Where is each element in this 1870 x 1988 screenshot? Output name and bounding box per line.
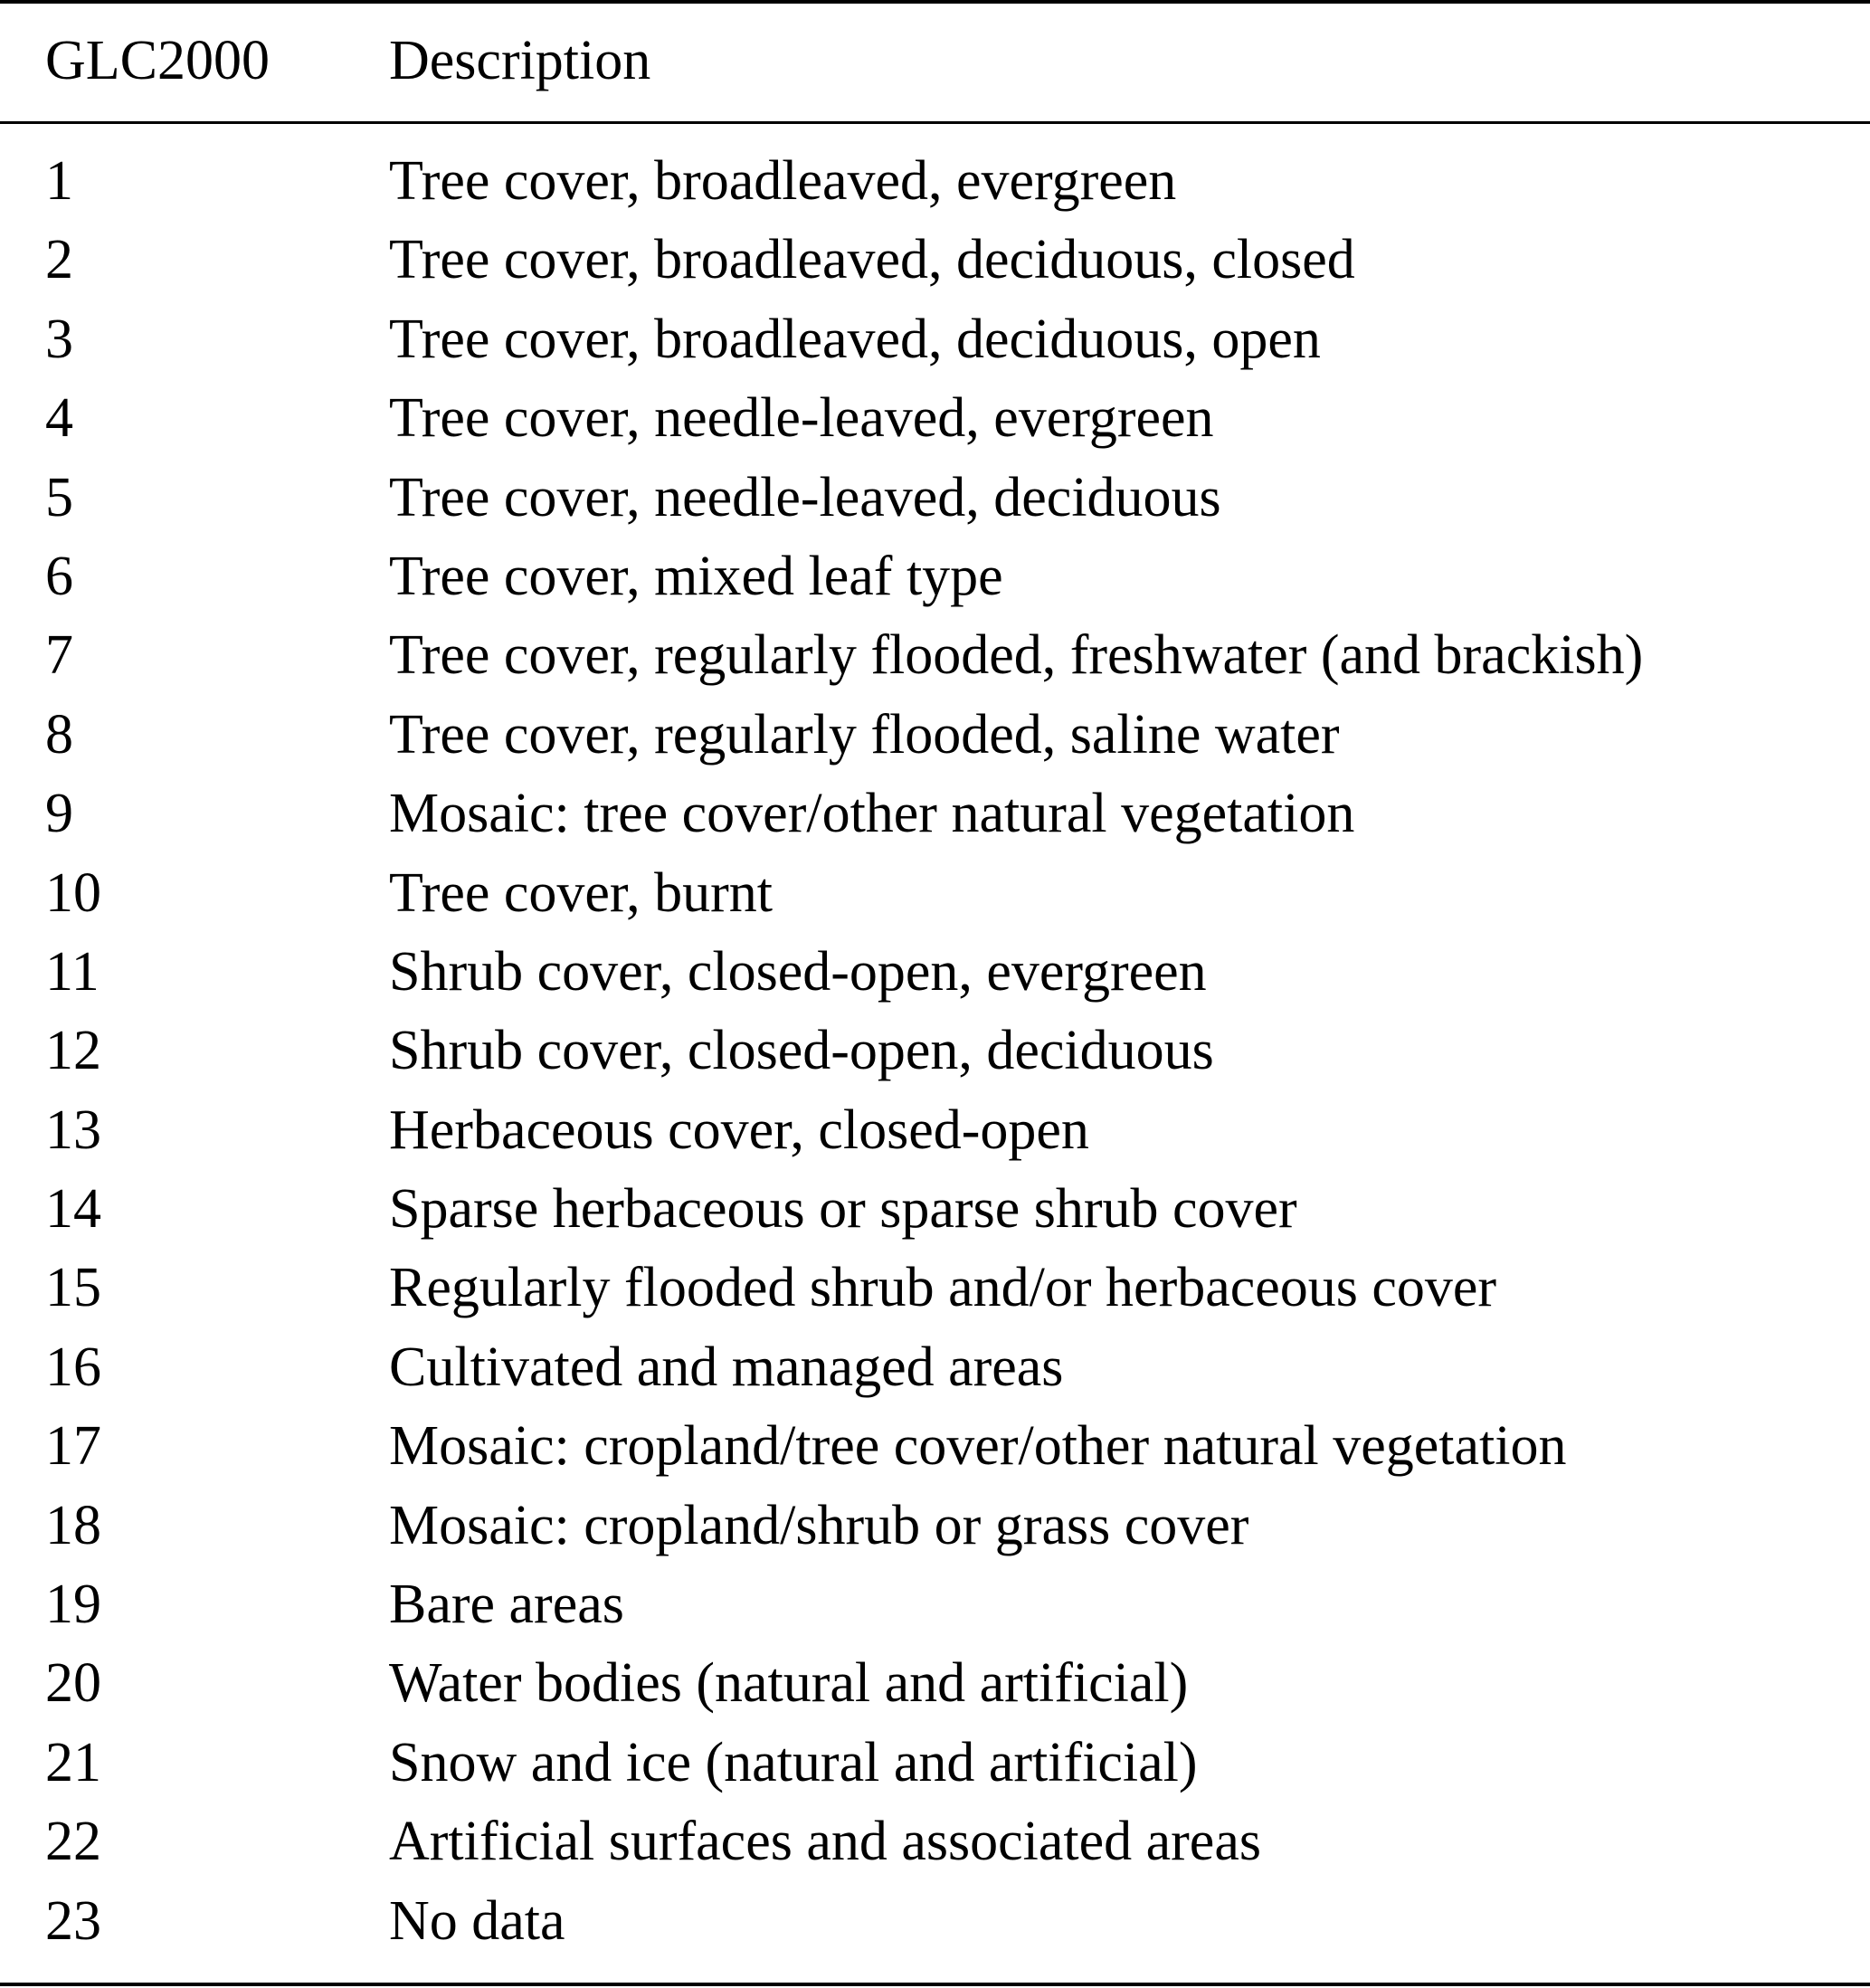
land-cover-description: Tree cover, regularly flooded, saline water [389,703,1340,766]
table-row [0,1407,1870,1486]
table-row [0,300,1870,379]
table-body [0,142,1870,1961]
table-row [0,1803,1870,1881]
glc2000-code: 11 [45,940,100,1003]
glc2000-code: 18 [45,1494,101,1556]
land-cover-description: Shrub cover, closed-open, evergreen [389,940,1207,1003]
land-cover-description: Artificial surfaces and associated areas [389,1811,1261,1873]
table-row [0,1644,1870,1723]
table-row [0,1487,1870,1565]
table-row [0,616,1870,695]
land-cover-description: Mosaic: tree cover/other natural vegetation [389,783,1355,845]
land-cover-description: No data [389,1889,565,1952]
table-row [0,459,1870,537]
table-row [0,221,1870,300]
glc2000-code: 23 [45,1889,101,1952]
table-header-rule [0,121,1870,124]
table-row [0,1724,1870,1803]
glc2000-code: 2 [45,229,73,291]
glc2000-code: 10 [45,861,101,924]
table-row [0,696,1870,775]
land-cover-description: Tree cover, burnt [389,861,773,924]
land-cover-description: Snow and ice (natural and artificial) [389,1731,1198,1793]
table-row [0,1249,1870,1327]
glc2000-code: 1 [45,150,73,212]
table-row [0,1882,1870,1961]
table-bottom-rule [0,1983,1870,1986]
glc2000-code: 13 [45,1099,101,1161]
land-cover-description: Herbaceous cover, closed-open [389,1099,1089,1161]
glc2000-code: 3 [45,308,73,370]
table-row [0,1091,1870,1170]
land-cover-description: Shrub cover, closed-open, deciduous [389,1020,1214,1082]
table-row [0,854,1870,933]
glc2000-code: 20 [45,1652,101,1715]
header-description: Description [389,30,651,91]
glc2000-code: 7 [45,624,73,687]
glc2000-code: 14 [45,1178,101,1241]
table-header [0,20,1870,101]
land-cover-description: Mosaic: cropland/shrub or grass cover [389,1494,1249,1556]
table-row [0,775,1870,853]
table-row [0,1012,1870,1090]
table-top-rule [0,0,1870,4]
glc2000-code: 9 [45,783,73,845]
glc2000-code: 22 [45,1811,101,1873]
land-cover-description: Tree cover, broadleaved, evergreen [389,150,1177,212]
glc2000-code: 4 [45,387,73,450]
land-cover-description: Tree cover, broadleaved, deciduous, open [389,308,1321,370]
land-cover-description: Sparse herbaceous or sparse shrub cover [389,1178,1297,1241]
glc2000-code: 17 [45,1415,101,1478]
land-cover-description: Tree cover, needle-leaved, deciduous [389,466,1221,528]
table-row [0,1170,1870,1249]
land-cover-description: Tree cover, needle-leaved, evergreen [389,387,1214,450]
table-row [0,379,1870,458]
land-cover-description: Tree cover, regularly flooded, freshwater (and brackish) [389,624,1644,687]
glc2000-code: 12 [45,1020,101,1082]
land-cover-description: Regularly flooded shrub and/or herbaceous cover [389,1257,1497,1319]
glc2000-code: 16 [45,1336,101,1398]
table-row [0,1328,1870,1407]
table-row [0,933,1870,1012]
table-row [0,1565,1870,1644]
header-glc2000: GLC2000 [45,30,270,91]
glc2000-code: 19 [45,1574,101,1636]
glc2000-code: 6 [45,545,73,607]
land-cover-description: Water bodies (natural and artificial) [389,1652,1189,1715]
land-cover-description: Cultivated and managed areas [389,1336,1064,1398]
land-cover-description: Tree cover, broadleaved, deciduous, closed [389,229,1355,291]
glc2000-code: 8 [45,703,73,766]
table-row [0,142,1870,221]
glc2000-code: 5 [45,466,73,528]
glc2000-code: 21 [45,1731,101,1793]
table-row [0,537,1870,616]
land-cover-description: Mosaic: cropland/tree cover/other natural vegetation [389,1415,1567,1478]
glc2000-code: 15 [45,1257,101,1319]
land-cover-description: Tree cover, mixed leaf type [389,545,1003,607]
land-cover-description: Bare areas [389,1574,624,1636]
